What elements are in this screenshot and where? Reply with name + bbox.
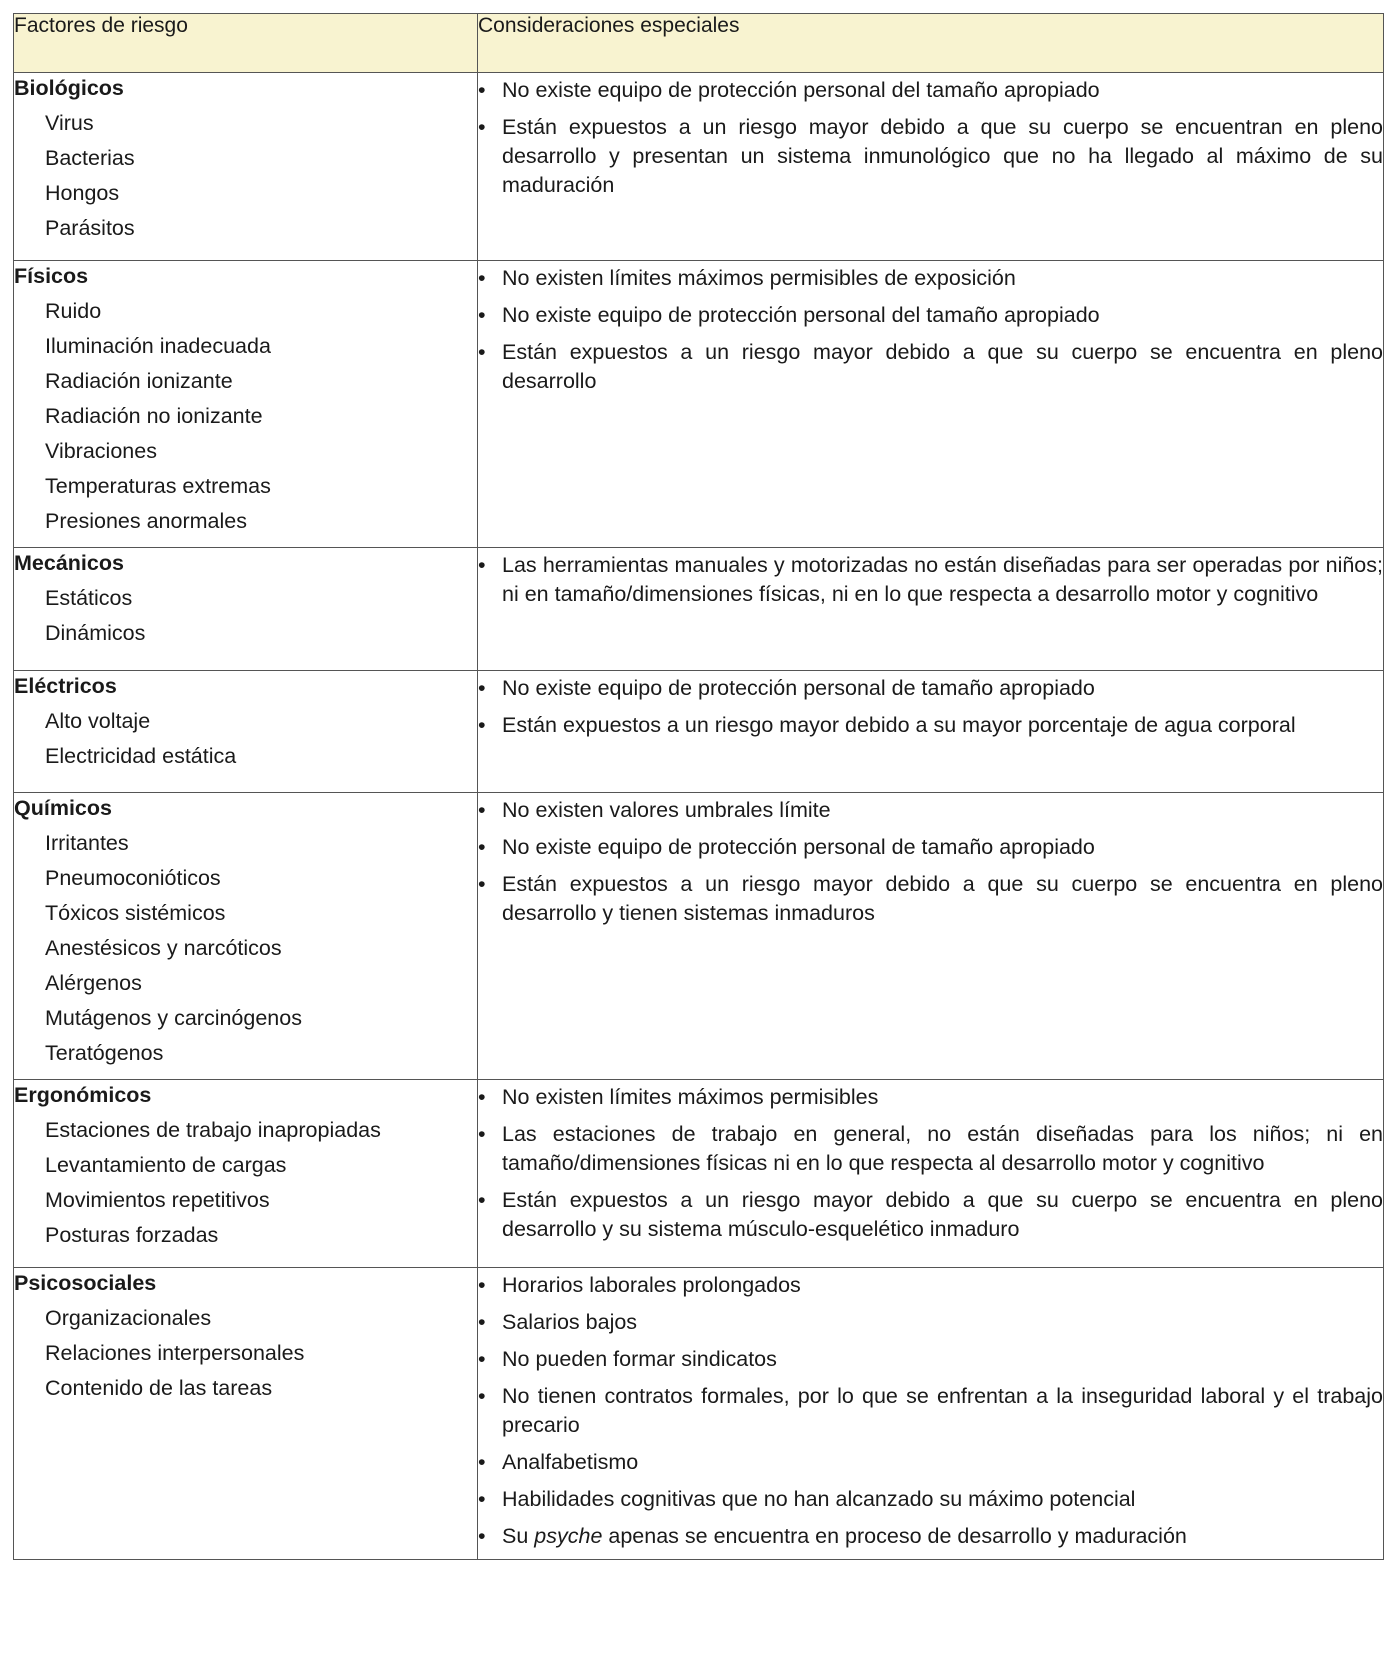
consideration-item: • Horarios laborales prolongados: [478, 1271, 1383, 1300]
risk-factor-item: Estáticos: [45, 586, 133, 610]
consideration-item: • No existe equipo de protección personal del tamaño apropiado: [478, 301, 1383, 330]
risk-factor-item: Alérgenos: [45, 971, 142, 995]
table-row: [14, 1268, 1384, 1560]
risk-factors-table: [13, 13, 1384, 1560]
risk-factor-item: Ruido: [45, 299, 102, 323]
risk-factor-item: Electricidad estática: [45, 744, 237, 768]
considerations-list: [478, 1271, 1383, 1551]
consideration-item: • Habilidades cognitivas que no han alcanzado su máximo potencial: [478, 1485, 1383, 1514]
considerations-cell: [478, 73, 1384, 261]
consideration-item: • No tienen contratos formales, por lo que se enfrentan a la inseguridad laboral y el trabajo precario: [478, 1382, 1383, 1440]
considerations-cell: [478, 1080, 1384, 1268]
risk-factor-item: Hongos: [45, 181, 120, 205]
considerations-cell: [478, 1268, 1384, 1560]
considerations-cell: [478, 548, 1384, 671]
risk-factor-item: Radiación ionizante: [45, 369, 233, 393]
risk-category-title: Físicos: [14, 264, 89, 288]
header-risk-factors: Factores de riesgo: [14, 14, 478, 73]
consideration-item: • Analfabetismo: [478, 1448, 1383, 1477]
risk-factor-item: Presiones anormales: [45, 509, 247, 533]
consideration-item: • Están expuestos a un riesgo mayor debido a que su cuerpo se encuentra en pleno desarrollo y su sistema músculo-esquelético inmaduro: [478, 1186, 1383, 1244]
consideration-italic-term: psyche: [534, 1524, 603, 1548]
considerations-list: [478, 551, 1383, 609]
risk-factor-item: Parásitos: [45, 216, 135, 240]
risk-factor-cell: [14, 73, 478, 261]
consideration-item: • No existen valores umbrales límite: [478, 796, 1383, 825]
consideration-item: • No pueden formar sindicatos: [478, 1345, 1383, 1374]
risk-factor-item: Radiación no ionizante: [45, 404, 263, 428]
table-row: [14, 548, 1384, 671]
risk-factor-item: Levantamiento de cargas: [45, 1153, 287, 1177]
risk-factor-item: Tóxicos sistémicos: [45, 901, 226, 925]
consideration-item: • Las herramientas manuales y motorizadas no están diseñadas para ser operadas por niños; ni en tamaño/dimensiones físicas, ni en lo que respecta a desarrollo motor y cognitivo: [478, 551, 1383, 609]
table-body: [14, 73, 1384, 1560]
risk-factor-item: Estaciones de trabajo inapropiadas: [45, 1118, 381, 1142]
risk-factor-item: Iluminación inadecuada: [45, 334, 271, 358]
risk-factor-cell: [14, 1080, 478, 1268]
consideration-item: • Están expuestos a un riesgo mayor debido a su mayor porcentaje de agua corporal: [478, 711, 1383, 740]
risk-category-title: Químicos: [14, 796, 112, 820]
considerations-list: [478, 76, 1383, 200]
risk-factor-cell: [14, 1268, 478, 1560]
risk-factor-item: Relaciones interpersonales: [45, 1341, 305, 1365]
consideration-item: [478, 1522, 1383, 1551]
risk-factor-item: Dinámicos: [45, 621, 146, 645]
risk-category-title: Psicosociales: [14, 1271, 157, 1295]
consideration-item: • Salarios bajos: [478, 1308, 1383, 1337]
consideration-item: • No existen límites máximos permisibles: [478, 1083, 1383, 1112]
consideration-text: apenas se encuentra en proceso de desarrollo y maduración: [602, 1524, 1187, 1548]
considerations-list: [478, 674, 1383, 740]
considerations-cell: [478, 671, 1384, 793]
risk-category-title: Eléctricos: [14, 674, 117, 698]
consideration-item: • No existe equipo de protección personal de tamaño apropiado: [478, 833, 1383, 862]
risk-factor-item: Mutágenos y carcinógenos: [45, 1006, 302, 1030]
consideration-item: • Están expuestos a un riesgo mayor debido a que su cuerpo se encuentra en pleno desarrollo: [478, 338, 1383, 396]
table-row: [14, 671, 1384, 793]
risk-factor-item: Contenido de las tareas: [45, 1376, 273, 1400]
considerations-cell: [478, 261, 1384, 548]
risk-category-title: Biológicos: [14, 76, 124, 100]
risk-factor-item: Virus: [45, 111, 94, 135]
risk-factor-cell: [14, 793, 478, 1080]
consideration-item: • No existe equipo de protección personal del tamaño apropiado: [478, 76, 1383, 105]
risk-factor-cell: [14, 548, 478, 671]
consideration-item: • No existen límites máximos permisibles de exposición: [478, 264, 1383, 293]
risk-factor-cell: [14, 671, 478, 793]
risk-factor-item: Irritantes: [45, 831, 129, 855]
consideration-item: • No existe equipo de protección personal de tamaño apropiado: [478, 674, 1383, 703]
consideration-text: Su: [502, 1524, 535, 1548]
table-row: [14, 73, 1384, 261]
considerations-list: [478, 796, 1383, 928]
risk-category-title: Mecánicos: [14, 551, 124, 575]
header-special-considerations: Consideraciones especiales: [478, 14, 1384, 73]
risk-factor-item: Movimientos repetitivos: [45, 1188, 270, 1212]
risk-category-title: Ergonómicos: [14, 1083, 152, 1107]
table-row: [14, 793, 1384, 1080]
risk-factor-item: Alto voltaje: [45, 709, 151, 733]
risk-factor-item: Bacterias: [45, 146, 135, 170]
header-row: [14, 14, 1384, 73]
consideration-item: • Las estaciones de trabajo en general, no están diseñadas para los niños; ni en tamaño/dimensiones físicas ni en lo que respecta al desarrollo motor y cognitivo: [478, 1120, 1383, 1178]
risk-factor-item: Pneumoconióticos: [45, 866, 221, 890]
considerations-list: [478, 264, 1383, 396]
risk-factor-item: Anestésicos y narcóticos: [45, 936, 282, 960]
risk-factor-item: Temperaturas extremas: [45, 474, 271, 498]
considerations-cell: [478, 793, 1384, 1080]
table-row: [14, 1080, 1384, 1268]
considerations-list: [478, 1083, 1383, 1244]
risk-factor-item: Organizacionales: [45, 1306, 212, 1330]
consideration-item: • Están expuestos a un riesgo mayor debido a que su cuerpo se encuentra en pleno desarrollo y tienen sistemas inmaduros: [478, 870, 1383, 928]
risk-factor-cell: [14, 261, 478, 548]
risk-factor-item: Teratógenos: [45, 1041, 164, 1065]
risk-factor-item: Vibraciones: [45, 439, 157, 463]
table-row: [14, 261, 1384, 548]
consideration-item: • Están expuestos a un riesgo mayor debido a que su cuerpo se encuentran en pleno desarrollo y presentan un sistema inmunológico que no ha llegado al máximo de su maduración: [478, 113, 1383, 200]
risk-factor-item: Posturas forzadas: [45, 1223, 219, 1247]
